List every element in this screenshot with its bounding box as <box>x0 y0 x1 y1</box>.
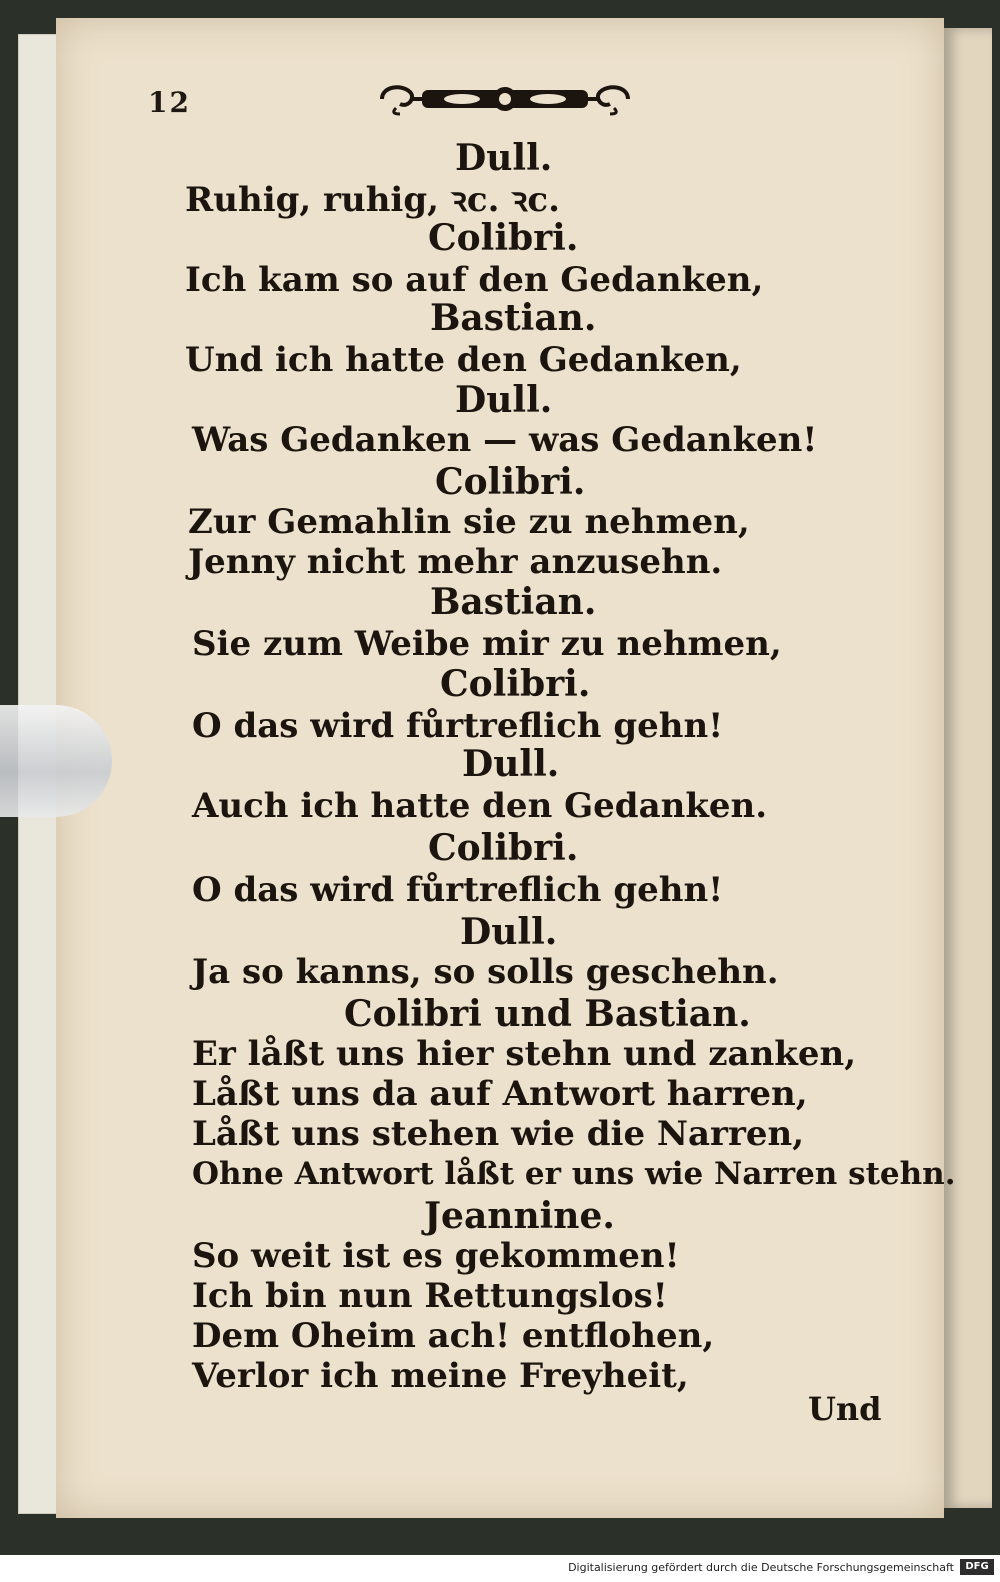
speaker-bastian: Bastian. <box>430 297 597 339</box>
verse-line: Er låßt uns hier stehn und zanken, <box>192 1034 857 1074</box>
verse-line: Ruhig, ruhig, ꝛc. ꝛc. <box>185 180 560 220</box>
dfg-logo: DFG <box>960 1559 994 1575</box>
verse-line: Jenny nicht mehr anzusehn. <box>188 542 723 582</box>
speaker-dull: Dull. <box>455 137 553 179</box>
verse-line: Und ich hatte den Gedanken, <box>185 340 742 380</box>
verse-line: Ja so kanns, so solls geschehn. <box>192 952 779 992</box>
speaker-dull: Dull. <box>462 743 560 785</box>
speaker-colibri: Colibri. <box>440 663 591 705</box>
verse-line: Auch ich hatte den Gedanken. <box>192 786 768 826</box>
speaker-colibri: Colibri. <box>435 461 586 503</box>
verse-line: Zur Gemahlin sie zu nehmen, <box>188 502 750 542</box>
speaker-dull: Dull. <box>455 379 553 421</box>
speaker-colibri: Colibri. <box>428 217 579 259</box>
speaker-jeannine: Jeannine. <box>424 1195 615 1237</box>
verse-line: O das wird fůrtreflich gehn! <box>192 870 724 910</box>
verse-line: Verlor ich meine Freyheit, <box>192 1356 689 1396</box>
verse-line: Låßt uns stehen wie die Narren, <box>192 1114 805 1154</box>
speaker-colibri: Colibri. <box>428 827 579 869</box>
speaker-colibri-bastian: Colibri und Bastian. <box>344 993 751 1035</box>
catchword: Und <box>808 1390 882 1428</box>
verse-line: Dem Oheim ach! entflohen, <box>192 1316 715 1356</box>
verse-line: O das wird fůrtreflich gehn! <box>192 706 724 746</box>
verse-line: Låßt uns da auf Antwort harren, <box>192 1074 808 1114</box>
footer-credit: Digitalisierung gefördert durch die Deutsche Forschungsgemeinschaft <box>568 1561 954 1574</box>
page-number: 12 <box>148 86 191 119</box>
verse-line: So weit ist es gekommen! <box>192 1236 680 1276</box>
speaker-bastian: Bastian. <box>430 581 597 623</box>
verse-line: Sie zum Weibe mir zu nehmen, <box>192 624 782 664</box>
verse-line: Ohne Antwort låßt er uns wie Narren stehn. <box>192 1156 956 1192</box>
speaker-dull: Dull. <box>460 911 558 953</box>
footer-bar <box>0 1555 1000 1582</box>
verse-line: Ich bin nun Rettungslos! <box>192 1276 668 1316</box>
verse-line: Was Gedanken — was Gedanken! <box>192 420 818 460</box>
verse-line: Ich kam so auf den Gedanken, <box>185 260 764 300</box>
